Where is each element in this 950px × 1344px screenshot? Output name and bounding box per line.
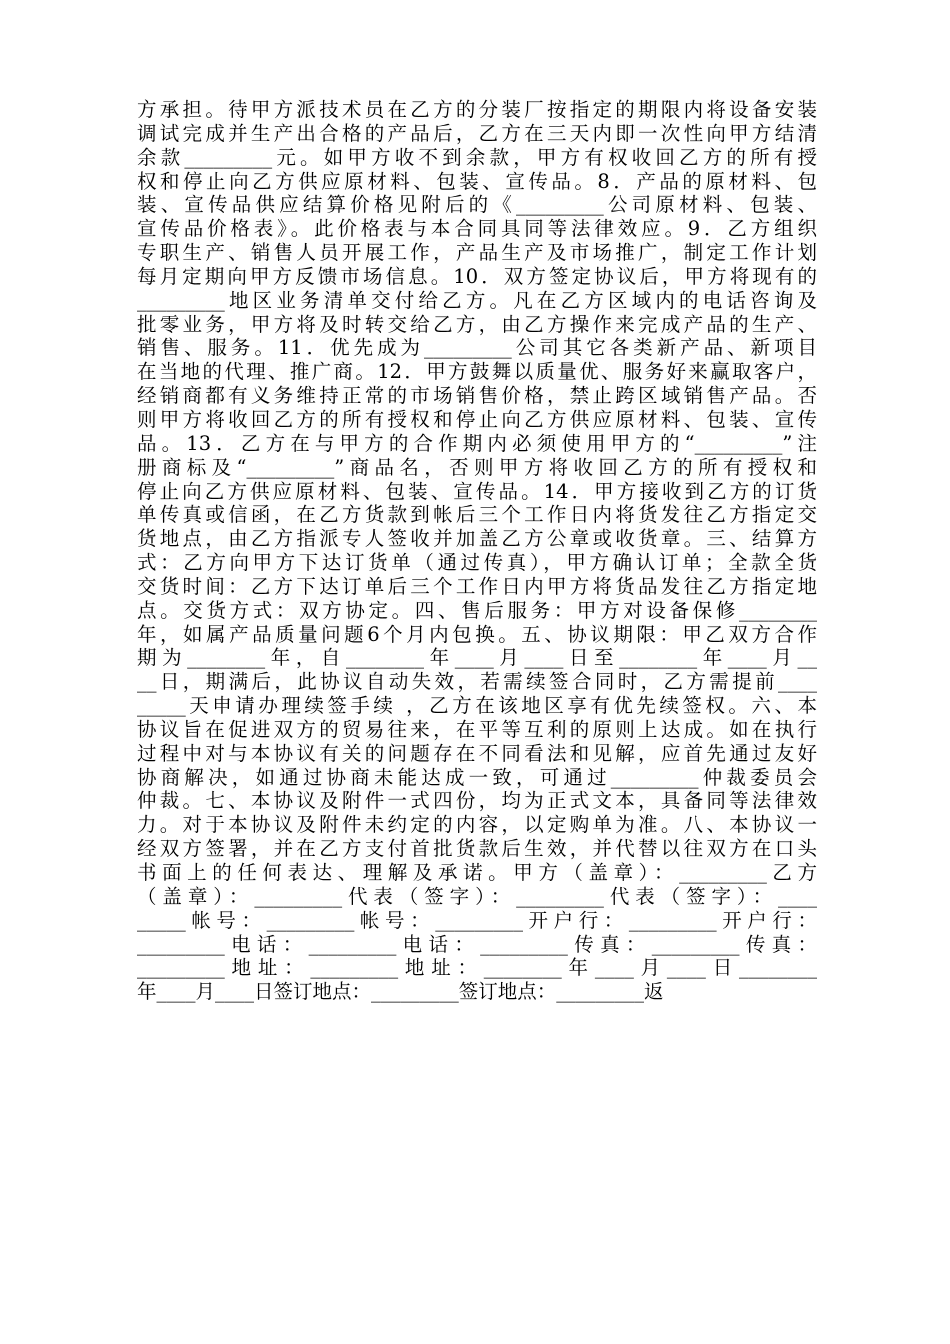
text-line: _____天申请办理续签手续 ，乙方在该地区享有优先续签权。六、本 [137,694,817,718]
text-line: 专职生产、销售人员开展工作，产品生产及市场推广，制定工作计划 [137,241,817,265]
text-line: 销售、服务。11．优先成为_________公司其它各类新产品、新项目 [137,336,817,360]
text-line: 单传真或信函，在乙方货款到帐后三个工作日内将货发往乙方指定交 [137,503,817,527]
text-line: 交货时间：乙方下达订单后三个工作日内甲方将货品发往乙方指定地 [137,574,817,598]
text-line: 年____月____日签订地点：_________签订地点：_________返 [137,980,664,1004]
text-line: 经双方签署，并在乙方支付首批货款后生效，并代替以往双方在口头 [137,837,817,861]
text-line: 力。对于本协议及附件未约定的内容，以定购单为准。八、本协议一 [137,813,817,837]
text-line: 过程中对与本协议有关的问题存在不同看法和见解，应首先通过友好 [137,741,817,765]
text-line: 余款_________元。如甲方收不到余款，甲方有权收回乙方的所有授 [137,145,817,169]
text-line: 协商解决，如通过协商未能达成一致，可通过_________仲裁委员会 [137,765,817,789]
text-line: 调试完成并生产出合格的产品后，乙方在三天内即一次性向甲方结清 [137,121,817,145]
text-line: 经销商都有义务维持正常的市场销售价格，禁止跨区域销售产品。否 [137,384,817,408]
text-line: 方承担。待甲方派技术员在乙方的分装厂按指定的期限内将设备安装 [137,98,817,121]
text-line: __日，期满后，此协议自动失效，若需续签合同时，乙方需提前____ [137,670,817,694]
text-line: 年，如属产品质量问题6个月内包换。五、协议期限：甲乙双方合作 [137,622,817,646]
text-line: 宣传品价格表》。此价格表与本合同具同等法律效应。9．乙方组织 [137,217,817,241]
contract-body-text [137,98,817,1004]
text-line: 品。13．乙方在与甲方的合作期内必须使用甲方的“_________”注 [137,431,817,455]
text-line: 协议旨在促进双方的贸易往来，在平等互利的原则上达成。如在执行 [137,717,817,741]
text-line: 仲裁。七、本协议及附件一式四份，均为正式文本，具备同等法律效 [137,789,817,813]
text-line: _________电话：_________电话：_________传真：_________传真： [137,932,817,956]
text-line: 册商标及“_________”商品名，否则甲方将收回乙方的所有授权和 [137,455,817,479]
text-line: 期为________年，自________年____月____日至________年____月__ [137,646,817,670]
text-line: 货地点，由乙方指派专人签收并加盖乙方公章或收货章。三、结算方 [137,527,817,551]
text-line: _____帐号：_________帐号：_________开户行：_________开户行： [137,908,817,932]
text-line: 在当地的代理、推广商。12．甲方鼓舞以质量优、服务好来赢取客户， [137,360,817,384]
text-line: 装、宣传品供应结算价格见附后的《_________公司原材料、包装、 [137,193,817,217]
text-line: 则甲方将收回乙方的所有授权和停止向乙方供应原材料、包装、宣传 [137,407,817,431]
text-line: （盖章）：_________代表（签字）：_________代表（签字）：____ [137,884,817,908]
text-line: _________地区业务清单交付给乙方。凡在乙方区域内的电话咨询及 [137,288,817,312]
text-line: _________地址：_________地址：________年____月____日________ [137,956,817,980]
text-line: 式：乙方向甲方下达订货单（通过传真），甲方确认订单；全款全货 [137,551,817,575]
text-line: 停止向乙方供应原材料、包装、宣传品。14．甲方接收到乙方的订货 [137,479,817,503]
text-line: 权和停止向乙方供应原材料、包装、宣传品。8．产品的原材料、包 [137,169,817,193]
text-line: 点。交货方式：双方协定。四、售后服务：甲方对设备保修________ [137,598,817,622]
text-line: 批零业务，甲方将及时转交给乙方，由乙方操作来完成产品的生产、 [137,312,817,336]
text-line: 每月定期向甲方反馈市场信息。10．双方签定协议后，甲方将现有的 [137,264,817,288]
text-line: 书面上的任何表达、理解及承诺。甲方（盖章）：_________乙方 [137,861,817,884]
